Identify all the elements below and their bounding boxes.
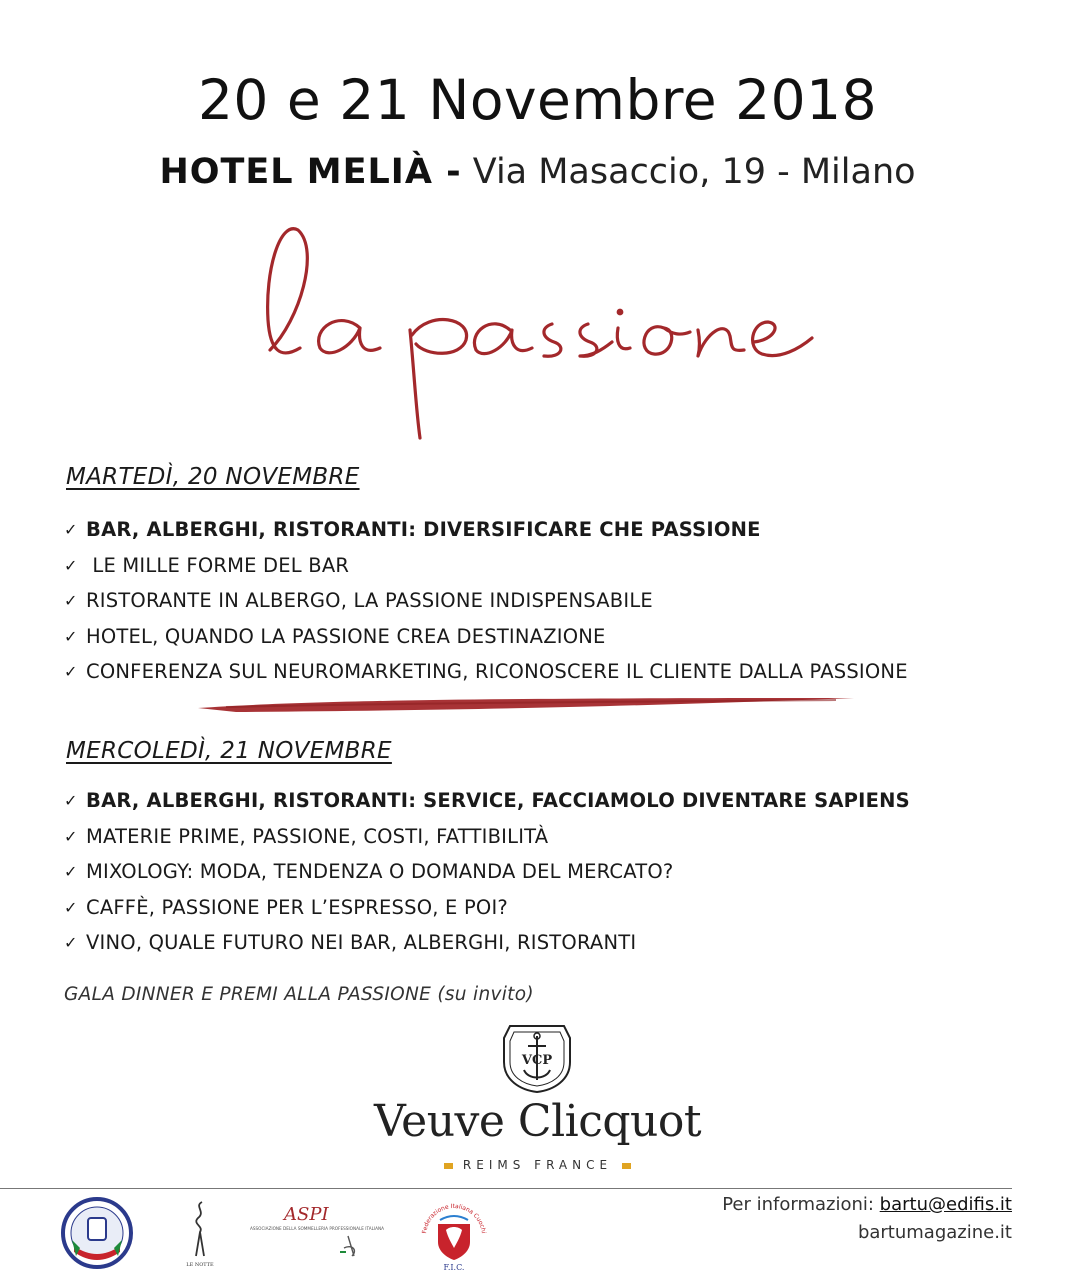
event-date: 20 e 21 Novembre 2018 bbox=[197, 68, 878, 132]
svg-text:ASSOCIAZIONE DELLA SOMMELLERIA: ASSOCIAZIONE DELLA SOMMELLERIA PROFESSIONALE ITALIANA bbox=[250, 1226, 385, 1231]
sponsor-subtitle: REIMS FRANCE bbox=[0, 1158, 1075, 1172]
list-item: ✓ HOTEL, QUANDO LA PASSIONE CREA DESTINAZIONE bbox=[64, 624, 606, 648]
veuve-clicquot-emblem-icon bbox=[500, 1022, 574, 1094]
partner-logo-fic-icon bbox=[416, 1196, 492, 1272]
check-icon: ✓ bbox=[64, 591, 78, 611]
list-item: ✓ VINO, QUALE FUTURO NEI BAR, ALBERGHI, RISTORANTI bbox=[64, 931, 637, 955]
check-icon: ✓ bbox=[64, 826, 78, 846]
svg-text:Federazione Italiana Cuochi: Federazione Italiana Cuochi bbox=[421, 1202, 487, 1234]
partner-logo-association-icon bbox=[60, 1196, 134, 1270]
check-icon: ✓ bbox=[64, 933, 78, 953]
check-icon: ✓ bbox=[64, 626, 78, 646]
list-item: ✓ CAFFÈ, PASSIONE PER L’ESPRESSO, E POI? bbox=[64, 895, 508, 919]
day1-program-list bbox=[64, 512, 908, 690]
list-item: ✓ RISTORANTE IN ALBERGO, LA PASSIONE INDISPENSABILE bbox=[64, 589, 653, 613]
venue-address: Via Masaccio, 19 - Milano bbox=[472, 152, 916, 192]
brush-stroke-divider bbox=[196, 694, 856, 716]
gold-dot-icon bbox=[444, 1163, 453, 1169]
contact-label: Per informazioni: bbox=[722, 1194, 880, 1215]
check-icon: ✓ bbox=[64, 791, 78, 811]
website-link[interactable]: bartumagazine.it bbox=[857, 1222, 1012, 1243]
day2-heading: MERCOLEDÌ, 21 NOVEMBRE bbox=[66, 738, 392, 764]
check-icon: ✓ bbox=[64, 520, 78, 540]
list-item: ✓ BAR, ALBERGHI, RISTORANTI: SERVICE, FACCIAMOLO DIVENTARE SAPIENS bbox=[64, 789, 910, 813]
footer-divider bbox=[0, 1188, 1012, 1189]
day1-heading: MARTEDÌ, 20 NOVEMBRE bbox=[66, 464, 360, 490]
check-icon: ✓ bbox=[64, 897, 78, 917]
contact-email-link[interactable]: bartu@edifis.it bbox=[879, 1194, 1012, 1215]
hotel-name: HOTEL MELIÀ - bbox=[159, 152, 462, 192]
list-item: ✓ MIXOLOGY: MODA, TENDENZA O DOMANDA DEL MERCATO? bbox=[64, 860, 674, 884]
day2-program-list bbox=[64, 783, 910, 961]
svg-text:F.I.C.: F.I.C. bbox=[443, 1263, 465, 1272]
venue-line bbox=[0, 152, 1075, 192]
list-item: ✓ BAR, ALBERGHI, RISTORANTI: DIVERSIFICARE CHE PASSIONE bbox=[64, 518, 761, 542]
gold-dot-icon bbox=[622, 1163, 631, 1169]
svg-text:ASPI: ASPI bbox=[284, 1204, 329, 1225]
svg-text:LE NOTTE: LE NOTTE bbox=[186, 1262, 214, 1268]
list-item: ✓ LE MILLE FORME DEL BAR bbox=[64, 553, 350, 577]
gala-dinner-note: GALA DINNER E PREMI ALLA PASSIONE (su invito) bbox=[64, 984, 534, 1005]
svg-text:VCP: VCP bbox=[521, 1053, 553, 1068]
partner-logo-lenotte-icon bbox=[180, 1196, 220, 1270]
check-icon: ✓ bbox=[64, 862, 78, 882]
contact-info bbox=[722, 1194, 1012, 1215]
sponsor-name: Veuve Clicquot bbox=[373, 1096, 702, 1147]
check-icon: ✓ bbox=[64, 555, 78, 575]
partner-logo-aspi-icon bbox=[248, 1200, 385, 1260]
script-title-la-passione bbox=[240, 210, 840, 450]
check-icon: ✓ bbox=[64, 662, 78, 682]
list-item: ✓ CONFERENZA SUL NEUROMARKETING, RICONOSCERE IL CLIENTE DALLA PASSIONE bbox=[64, 660, 908, 684]
list-item: ✓ MATERIE PRIME, PASSIONE, COSTI, FATTIBILITÀ bbox=[64, 824, 549, 848]
